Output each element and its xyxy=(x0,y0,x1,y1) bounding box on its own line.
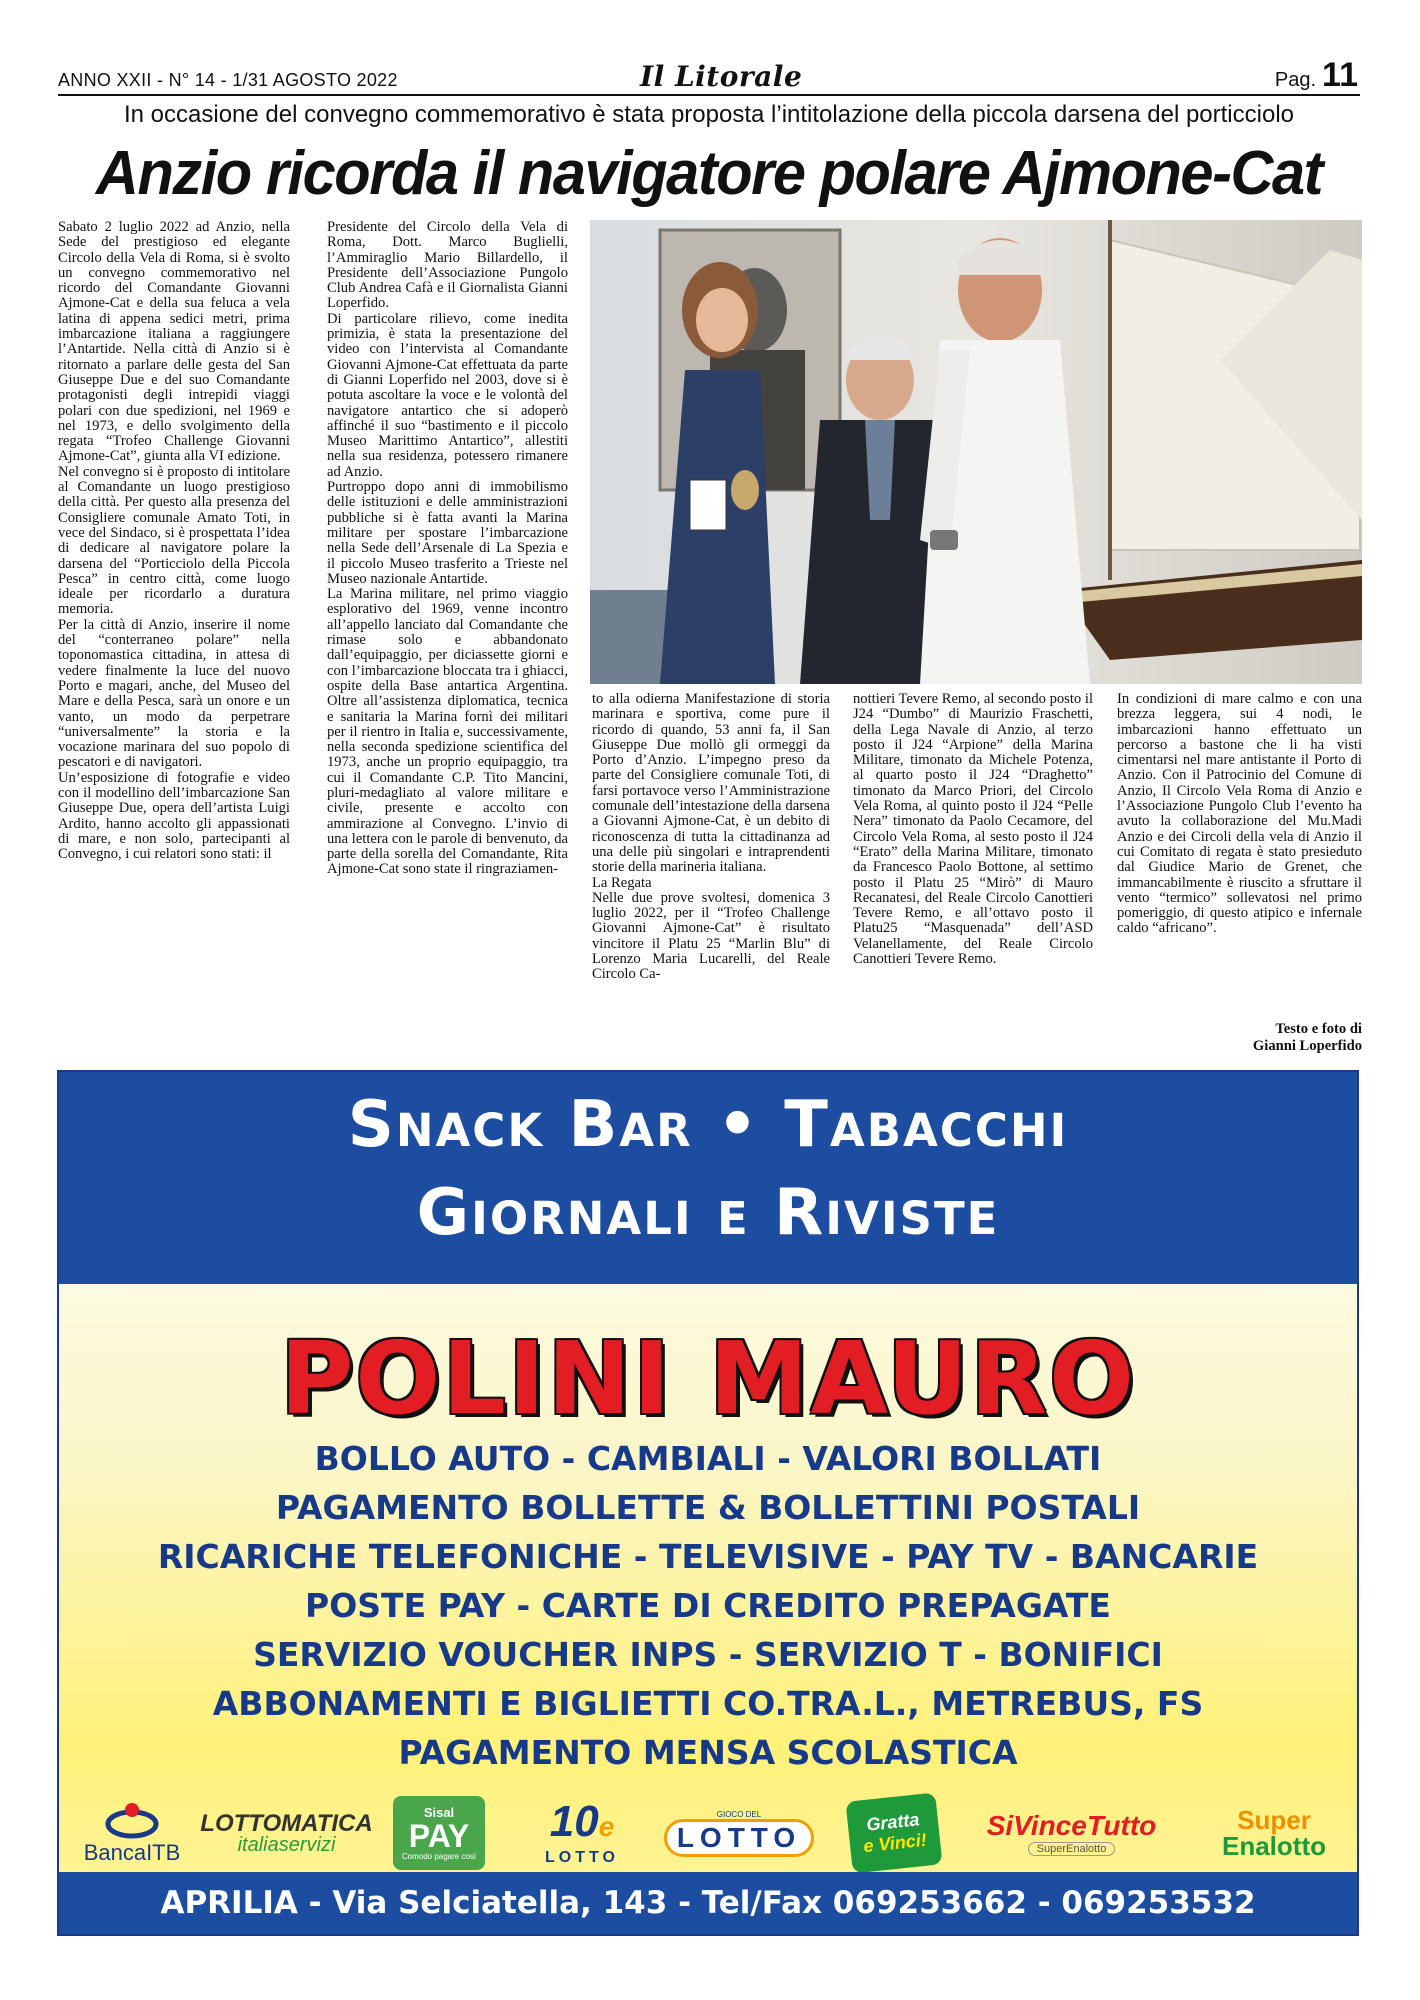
article-kicker: In occasione del convegno commemorativo è stata proposta l’intitolazione della piccola darsena del porticciolo xyxy=(124,101,1294,128)
article-column-3 xyxy=(592,692,830,1062)
gratta-label: Gratta xyxy=(865,1809,921,1835)
paragraph: to alla odierna Manifestazione di storia marinara e sportiva, come pure il ricordo di quando, 53 anni fa, il San Giuseppe Due mollò gli ormeggi da Porto d’Anzio. L’impegno preso da parte del Consigliere comunale Toti, di farsi portavoce verso l’Amministrazione comunale dell’intestazione della darsena a Giovanni Ajmone-Cat, è un debito di riconoscenza di tutta la cittadinanza ad una delle più singolari e intraprendenti storie della marineria italiana. xyxy=(592,691,830,876)
lotto-label: LOTTO xyxy=(664,1819,814,1857)
gratta-badge xyxy=(845,1792,942,1873)
page-number-value: 11 xyxy=(1322,56,1358,94)
article-column-5 xyxy=(1117,692,1362,1062)
header-rule xyxy=(58,94,1360,96)
ad-service: PAGAMENTO MENSA SCOLASTICA xyxy=(398,1733,1018,1772)
lotto-top: GIOCO DEL xyxy=(716,1809,762,1819)
sisal-pay-logo xyxy=(389,1790,489,1876)
banca-itb-icon xyxy=(105,1800,159,1840)
sisal-pay-badge xyxy=(393,1796,485,1870)
ad-service: RICARICHE TELEFONICHE - TELEVISIVE - PAY TV - BANCARIE xyxy=(157,1537,1259,1576)
sivincetutto-sub: SuperEnalotto xyxy=(1028,1842,1116,1856)
ad-service: ABBONAMENTI E BIGLIETTI CO.TRA.L., METREBUS, FS xyxy=(212,1684,1204,1723)
paragraph: Sabato 2 luglio 2022 ad Anzio, nella Sede del prestigioso ed elegante Circolo della Vela di Roma, si è svolto un convegno commemorativo nel ricordo del Comandante Giovanni Ajmone-Cat e della sua feluca a vela latina di appena sedici metri, prima imbarcazione italiana a raggiungere l’Antartide. Nella città di Anzio si è ritornato a parlare delle gesta del San Giuseppe Due e del suo Comandante protagonisti degli intrepidi viaggi polari con due spedizioni, nel 1969 e nel 1973, e dello svolgimento della regata “Trofeo Challenge Giovanni Ajmone-Cat”, giunta alla VI edizione. xyxy=(58,219,290,465)
photo-illustration xyxy=(590,220,1362,684)
diecielotto-num: 10 xyxy=(549,1796,599,1846)
advertisement xyxy=(57,1070,1359,1936)
article-column-1 xyxy=(58,220,290,1060)
sisal-label: Sisal xyxy=(423,1805,455,1820)
masthead: Il Litorale xyxy=(640,60,803,93)
diecielotto-number xyxy=(549,1796,615,1849)
ad-service: BOLLO AUTO - CAMBIALI - VALORI BOLLATI xyxy=(314,1439,1102,1478)
article-headline: Anzio ricorda il navigatore polare Ajmone-Cat xyxy=(95,139,1323,208)
credit-line: Testo e foto di xyxy=(1275,1021,1362,1037)
sivincetutto-label: SiVinceTutto xyxy=(986,1810,1157,1841)
paragraph: Nelle due prove svoltesi, domenica 3 luglio 2022, per il “Trofeo Challenge Giovanni Ajmone-Cat” è risultato vincitore il Platu 25 “Marlin Blu” di Lorenzo Maria Lucarelli, del Reale Circolo Ca- xyxy=(592,889,830,983)
paragraph: In condizioni di mare calmo e con una brezza leggera, sui 4 nodi, le imbarcazioni hanno effettuato un percorso a bastone che li ha visti cimentarsi nel mare antistante il Porto di Anzio. Con il Patrocinio del Comune di Anzio, Il Circolo Vela Roma di Anzio e l’Associazione Pungolo Club l’evento ha avuto la collaborazione del Mu.Madi Anzio e dei Circoli della vela di Anzio il cui Comitato di regata è stato presieduto dal Giudice Mario de Grenet, che immancabilmente è riuscito a sfruttare il vento “termico” sollevatosi nel primo pomeriggio, di questo atipico e infernale caldo “africano”. xyxy=(1117,691,1362,937)
ad-business-name: POLINI MAURO xyxy=(280,1320,1136,1437)
ad-service: SERVIZIO VOUCHER INPS - SERVIZIO T - BONIFICI xyxy=(253,1635,1163,1674)
pay-tagline: Comodo pagare così xyxy=(401,1852,477,1861)
paragraph: Di particolare rilievo, come inedita primizia, è stata la presentazione del video con l’intervista al Comandante Giovanni Ajmone-Cat effettuata da parte di Gianni Loperfido nel 2003, dove si è potuta ascoltare la voce e le volontà del navigatore antartico che si adoperò affinché il suo “bastimento e il piccolo Museo Marittimo Antartico”, allestiti nella sua residenza, potessero rimanere ad Anzio. xyxy=(327,310,568,480)
vinci-label: e Vinci! xyxy=(862,1829,928,1857)
lottomatica-sub: italiaservizi xyxy=(237,1833,336,1856)
photo-credit xyxy=(1253,1021,1362,1055)
section-subhead: La Regata xyxy=(592,874,652,891)
diecielotto-e: e xyxy=(598,1810,615,1842)
article-column-2 xyxy=(327,220,568,1060)
ad-line-1: Snack Bar • Tabacchi xyxy=(347,1088,1069,1162)
page-number xyxy=(1275,56,1358,95)
paragraph: Nel convegno si è proposto di intitolare al Comandante un luogo prestigioso della città. Per questo alla presenza del Consigliere comunale Amato Toti, in vece del Sindaco, si è prospettata l’idea di dedicare al navigatore polare la darsena del “Porticciolo della Piccola Pesca” in centro città, come luogo ideale per ricordarlo a duratura memoria. xyxy=(58,463,290,618)
paragraph: La Marina militare, nel primo viaggio esplorativo del 1969, venne incontro all’appello lanciato dal Comandante che rimase solo e abbandonato dall’equipaggio, per diciassette giorni e con l’imbarcazione bloccata tra i ghiacci, ospite della Base antartica Argentina. Oltre all’assistenza diplomatica, tecnica e sanitaria la Marina fornì dei militari per il rientro in Italia e, successivamente, nella seconda spedizione scientifica del 1973, anche un proprio equipaggio, tra cui il Comandante C.P. Tito Mancini, pluri-medagliato al valore militare e civile, presente e accolto con ammirazione al Convegno. L’invio di una lettera con le parole di benvenuto, da parte della sorella del Comandante, Rita Ajmone-Cat sono state il ringraziamen- xyxy=(327,586,568,878)
issue-info: ANNO XXII - N° 14 - 1/31 AGOSTO 2022 xyxy=(58,70,398,90)
gratta-e-vinci-logo xyxy=(839,1790,949,1876)
super-label: Super xyxy=(1237,1805,1311,1835)
ad-service: POSTE PAY - CARTE DI CREDITO PREPAGATE xyxy=(305,1586,1111,1625)
credit-author: Gianni Loperfido xyxy=(1252,1038,1362,1054)
enalotto-label: Enalotto xyxy=(1222,1831,1326,1861)
ad-line-2: Giornali e Riviste xyxy=(416,1176,1000,1250)
lottomatica-logo xyxy=(199,1790,374,1876)
banca-itb-label: BancaITB xyxy=(83,1840,181,1865)
paragraph: Un’esposizione di fotografie e video con il modellino dell’imbarcazione San Giuseppe Due, opera dell’artista Luigi Ardito, hanno accolto gli appassionati di mare, e non solo, partecipanti al Convegno, i cui relatori sono stati: il xyxy=(58,769,290,863)
diecielotto-lotto: LOTTO xyxy=(545,1848,619,1866)
banca-itb-logo xyxy=(67,1790,197,1876)
paragraph: Per la città di Anzio, inserire il nome del “conterraneo polare” nella toponomastica cittadina, in attesa di vedere finalmente la luce del nuovo Porto e magari, anche, del Museo del Mare e della Pesca, sarà un onore e un vanto, un modo da perpetrare “universalmente” la storia e la vocazione marinara del suo popolo di pescatori e di navigatori. xyxy=(58,616,290,771)
ad-header-band xyxy=(59,1072,1357,1284)
article-photo xyxy=(590,220,1362,684)
page-label: Pag. xyxy=(1274,69,1317,91)
lottomatica-label: LOTTOMATICA xyxy=(200,1809,373,1837)
superenalotto-logo xyxy=(1194,1790,1354,1876)
diecielotto-logo xyxy=(517,1790,647,1876)
ad-address-band: APRILIA - Via Selciatella, 143 - Tel/Fax 069253662 - 069253532 xyxy=(59,1872,1357,1934)
paragraph: Presidente del Circolo della Vela di Roma, Dott. Marco Buglielli, l’Ammiraglio Mario Billardello, il Presidente dell’Associazione Pungolo Club Andrea Cafà e il Giornalista Gianni Loperfido. xyxy=(327,219,568,312)
lotto-logo xyxy=(669,1790,809,1876)
paragraph: nottieri Tevere Remo, al secondo posto il J24 “Dumbo” di Maurizio Fraschetti, della Lega Navale di Anzio, al terzo posto il J24 “Arpione” della Marina Militare, timonato da Michele Potenza, al quarto posto il J24 “Draghetto” timonato da Marco Priori, del Circolo Vela Roma, al quinto posto il J24 “Pelle Nera” timonato da Paolo Cecamore, del Circolo Vela Roma, al sesto posto il J24 “Erato” della Marina Militare, timonato da Francesco Paolo Bottone, al settimo posto il Platu 25 “Mirò” di Mauro Recanatesi, del Reale Circolo Canottieri Tevere Remo, e all’ottavo posto il Platu25 “Masquenada” dell’ASD Velanellamente, del Reale Circolo Canottieri Tevere Remo. xyxy=(853,691,1093,968)
pay-label: PAY xyxy=(408,1818,470,1854)
article-column-4 xyxy=(853,692,1093,1062)
ad-service: PAGAMENTO BOLLETTE & BOLLETTINI POSTALI xyxy=(275,1488,1141,1527)
sivincetutto-logo xyxy=(964,1790,1179,1876)
ad-logos-row xyxy=(59,1790,1357,1876)
paragraph: Purtroppo dopo anni di immobilismo delle istituzioni e delle amministrazioni pubbliche si è fatta avanti la Marina militare per spostare l’imbarcazione nella Sede dell’Arsenale di La Spezia e il piccolo Museo trasferito a Trieste nel Museo nazionale Antartide. xyxy=(327,479,568,587)
